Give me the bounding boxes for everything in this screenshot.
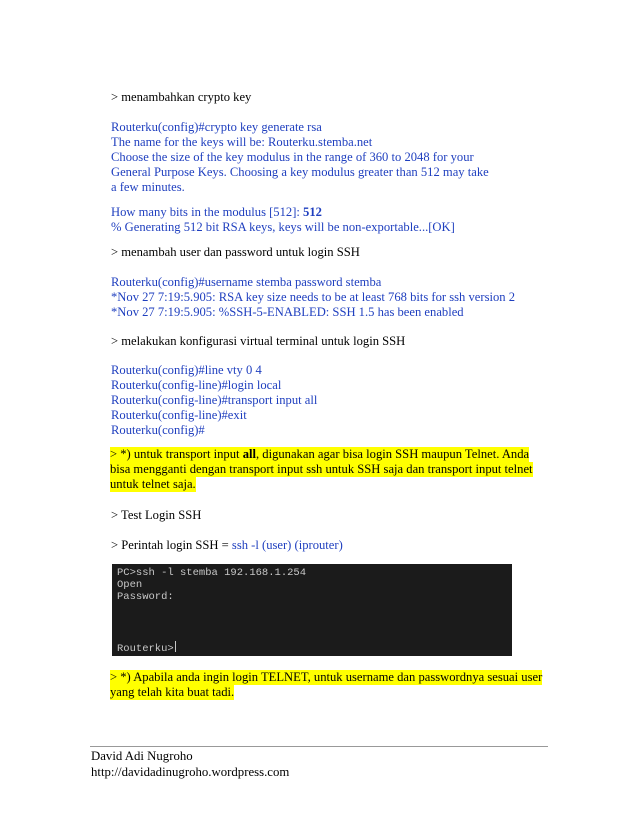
code-line: Routerku(config-line)#login local (111, 378, 282, 392)
terminal-line: Open (117, 579, 143, 591)
bits-line (111, 205, 322, 220)
heading-test-ssh: > Test Login SSH (111, 508, 202, 522)
code-line: Routerku(config-line)#transport input all (111, 393, 318, 407)
terminal-screenshot (112, 564, 512, 656)
code-line: *Nov 27 7:19:5.905: %SSH-5-ENABLED: SSH 1.5 has been enabled (111, 305, 464, 319)
heading-add-user: > menambah user dan password untuk login SSH (111, 245, 360, 259)
code-line: The name for the keys will be: Routerku.stemba.net (111, 135, 373, 149)
ssh-command-value: ssh -l (user) (iprouter) (231, 538, 343, 552)
code-line: *Nov 27 7:19:5.905: RSA key size needs to be at least 768 bits for ssh version 2 (111, 290, 516, 304)
note-bold-all: all (242, 447, 256, 461)
code-line: % Generating 512 bit RSA keys, keys will be non-exportable...[OK] (111, 220, 455, 234)
ssh-command-line (111, 538, 343, 553)
ssh-command-label: > Perintah login SSH = (111, 538, 232, 552)
code-line: a few minutes. (111, 180, 185, 194)
code-line: Routerku(config)# (111, 423, 205, 437)
bits-value: 512 (303, 205, 322, 219)
footer-divider (90, 746, 548, 747)
note-transport-line3: untuk telnet saja. (110, 477, 196, 491)
note-transport-line2: bisa mengganti dengan transport input ssh untuk SSH saja dan transport input telnet (110, 462, 533, 476)
code-line: Routerku(config)#line vty 0 4 (111, 363, 262, 377)
heading-crypto-key: > menambahkan crypto key (111, 90, 252, 104)
note-telnet-line1: > *) Apabila anda ingin login TELNET, untuk username dan passwordnya sesuai user (110, 670, 543, 684)
bits-prompt: How many bits in the modulus [512]: (111, 205, 304, 219)
terminal-prompt: Routerku> (117, 643, 174, 655)
terminal-prompt-line (117, 641, 176, 655)
code-line: Choose the size of the key modulus in the range of 360 to 2048 for your (111, 150, 474, 164)
code-line: General Purpose Keys. Choosing a key modulus greater than 512 may take (111, 165, 489, 179)
footer-author: David Adi Nugroho (91, 749, 193, 763)
note-transport-line1: > *) untuk transport input all, digunakan agar bisa login SSH maupun Telnet. Anda (110, 447, 530, 461)
code-line: Routerku(config)#username stemba password stemba (111, 275, 382, 289)
heading-vty-config: > melakukan konfigurasi virtual terminal untuk login SSH (111, 334, 406, 348)
code-line: Routerku(config)#crypto key generate rsa (111, 120, 322, 134)
cursor-icon (175, 641, 176, 652)
footer-url[interactable]: http://davidadinugroho.wordpress.com (91, 765, 290, 779)
note-telnet-line2: yang telah kita buat tadi. (110, 685, 235, 699)
code-line: Routerku(config-line)#exit (111, 408, 247, 422)
terminal-line: Password: (117, 591, 174, 603)
terminal-line: PC>ssh -l stemba 192.168.1.254 (117, 567, 307, 579)
